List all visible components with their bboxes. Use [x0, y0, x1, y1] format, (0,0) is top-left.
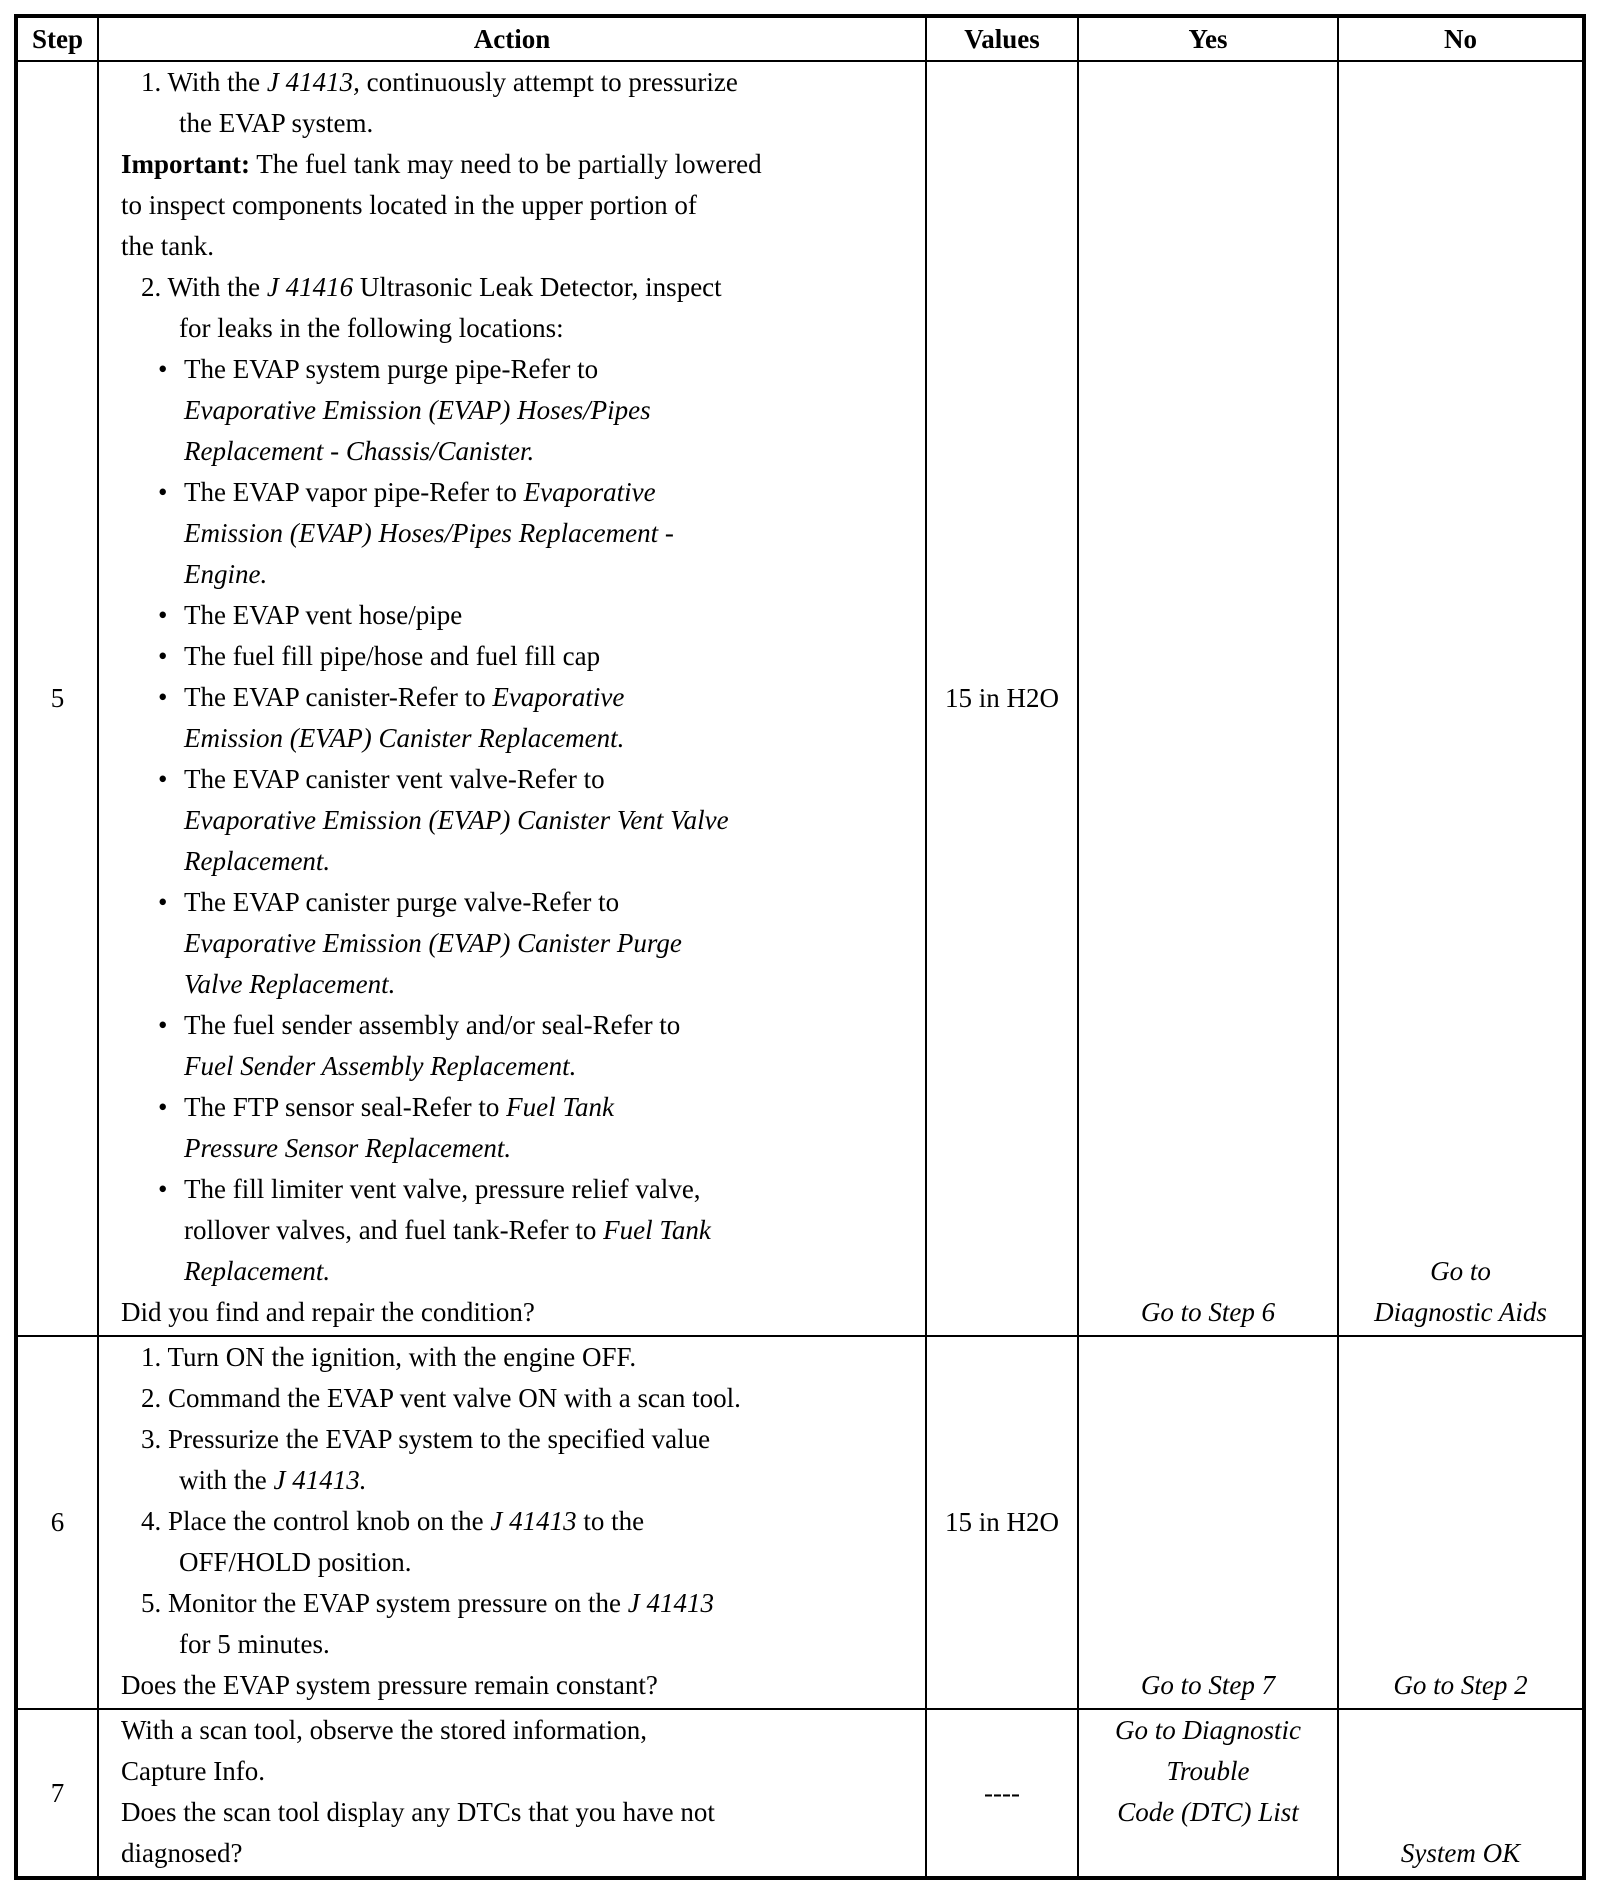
- action-item-continuation: for leaks in the following locations:: [179, 313, 564, 343]
- action-item-continuation: for 5 minutes.: [179, 1629, 330, 1659]
- step-number: 6: [16, 1336, 98, 1709]
- list-item: • The fuel fill pipe/hose and fuel fill cap: [121, 636, 917, 677]
- header-action: Action: [98, 16, 926, 61]
- reference-link: Replacement - Chassis/Canister.: [184, 436, 535, 466]
- action-item: 5. Monitor the EVAP system pressure on the J 41413: [141, 1588, 714, 1618]
- action-item: 3. Pressurize the EVAP system to the specified value: [141, 1424, 711, 1454]
- list-item: • The EVAP canister vent valve-Refer to: [121, 759, 917, 800]
- yes-link[interactable]: Go to Step 7: [1140, 1670, 1276, 1700]
- no-cell[interactable]: [1338, 1336, 1584, 1709]
- reference-link: Evaporative: [523, 477, 656, 507]
- reference-link: Fuel Tank: [506, 1092, 614, 1122]
- yes-link[interactable]: Trouble: [1166, 1756, 1250, 1786]
- reference-link: Evaporative Emission (EVAP) Canister Purge: [184, 928, 682, 958]
- diagnostic-document: [14, 14, 1586, 1880]
- yes-cell[interactable]: [1078, 61, 1338, 1336]
- table-row-step-5: [16, 61, 1584, 1336]
- step-number: 5: [16, 61, 98, 1336]
- reference-link: Emission (EVAP) Canister Replacement.: [184, 723, 625, 753]
- list-item: • The EVAP vapor pipe-Refer to Evaporative: [121, 472, 917, 513]
- list-item-continuation: rollover valves, and fuel tank-Refer to Fuel Tank: [184, 1215, 711, 1245]
- action-question: Does the scan tool display any DTCs that you have not: [121, 1797, 715, 1827]
- reference-link: Fuel Tank: [603, 1215, 711, 1245]
- values-cell: 15 in H2O: [926, 61, 1078, 1336]
- reference-link: Replacement.: [184, 846, 331, 876]
- reference-link: Evaporative: [492, 682, 625, 712]
- header-yes: Yes: [1078, 16, 1338, 61]
- location-list: [121, 349, 917, 1292]
- action-item: 2. With the J 41416 Ultrasonic Leak Detector, inspect: [141, 272, 722, 302]
- no-link[interactable]: Go to: [1430, 1256, 1491, 1286]
- reference-link: Fuel Sender Assembly Replacement.: [184, 1051, 577, 1081]
- reference-link: Replacement.: [184, 1256, 331, 1286]
- action-item: 4. Place the control knob on the J 41413 to the: [141, 1506, 645, 1536]
- no-link[interactable]: Diagnostic Aids: [1374, 1297, 1547, 1327]
- list-item: • The EVAP vent hose/pipe: [121, 595, 917, 636]
- yes-link[interactable]: Code (DTC) List: [1117, 1797, 1299, 1827]
- action-question: Did you find and repair the condition?: [121, 1297, 535, 1327]
- reference-link: Valve Replacement.: [184, 969, 396, 999]
- reference-link: Evaporative Emission (EVAP) Hoses/Pipes: [184, 395, 651, 425]
- no-link[interactable]: System OK: [1400, 1838, 1521, 1868]
- important-note-line: to inspect components located in the upper portion of: [121, 190, 697, 220]
- header-row: [16, 16, 1584, 61]
- no-cell[interactable]: [1338, 1709, 1584, 1878]
- action-item-continuation: OFF/HOLD position.: [179, 1547, 412, 1577]
- list-item: • The fill limiter vent valve, pressure relief valve,: [121, 1169, 917, 1210]
- header-values: Values: [926, 16, 1078, 61]
- reference-link: Pressure Sensor Replacement.: [184, 1133, 512, 1163]
- list-item: • The EVAP canister-Refer to Evaporative: [121, 677, 917, 718]
- action-question: diagnosed?: [121, 1838, 243, 1868]
- action-cell: [98, 1709, 926, 1878]
- values-cell: ----: [926, 1709, 1078, 1878]
- step-number: 7: [16, 1709, 98, 1878]
- action-item: 1. With the J 41413, continuously attempt to pressurize: [141, 67, 738, 97]
- yes-cell[interactable]: [1078, 1709, 1338, 1878]
- list-item: • The fuel sender assembly and/or seal-Refer to: [121, 1005, 917, 1046]
- action-cell: [98, 1336, 926, 1709]
- table-row-step-7: [16, 1709, 1584, 1878]
- header-step: Step: [16, 16, 98, 61]
- action-line: Capture Info.: [121, 1756, 265, 1786]
- list-item: • The FTP sensor seal-Refer to Fuel Tank: [121, 1087, 917, 1128]
- important-note-line: the tank.: [121, 231, 214, 261]
- header-no: No: [1338, 16, 1584, 61]
- values-cell: 15 in H2O: [926, 1336, 1078, 1709]
- action-item-continuation: the EVAP system.: [179, 108, 374, 138]
- diagnostic-table: [14, 14, 1586, 1880]
- table-row-step-6: [16, 1336, 1584, 1709]
- action-line: With a scan tool, observe the stored information,: [121, 1715, 648, 1745]
- yes-link[interactable]: Go to Step 6: [1140, 1297, 1276, 1327]
- action-item: 1. Turn ON the ignition, with the engine OFF.: [141, 1342, 637, 1372]
- action-question: Does the EVAP system pressure remain constant?: [121, 1670, 658, 1700]
- list-item: • The EVAP canister purge valve-Refer to: [121, 882, 917, 923]
- reference-link: Engine.: [184, 559, 268, 589]
- reference-link: Evaporative Emission (EVAP) Canister Vent Valve: [184, 805, 729, 835]
- no-link[interactable]: Go to Step 2: [1393, 1670, 1528, 1700]
- no-cell[interactable]: [1338, 61, 1584, 1336]
- yes-cell[interactable]: [1078, 1336, 1338, 1709]
- reference-link: Emission (EVAP) Hoses/Pipes Replacement -: [184, 518, 674, 548]
- list-item: • The EVAP system purge pipe-Refer to: [121, 349, 917, 390]
- yes-link[interactable]: Go to Diagnostic: [1115, 1715, 1301, 1745]
- action-item: 2. Command the EVAP vent valve ON with a scan tool.: [141, 1383, 741, 1413]
- action-item-continuation: with the J 41413.: [179, 1465, 367, 1495]
- action-cell: [98, 61, 926, 1336]
- important-note: Important: The fuel tank may need to be partially lowered: [121, 149, 762, 179]
